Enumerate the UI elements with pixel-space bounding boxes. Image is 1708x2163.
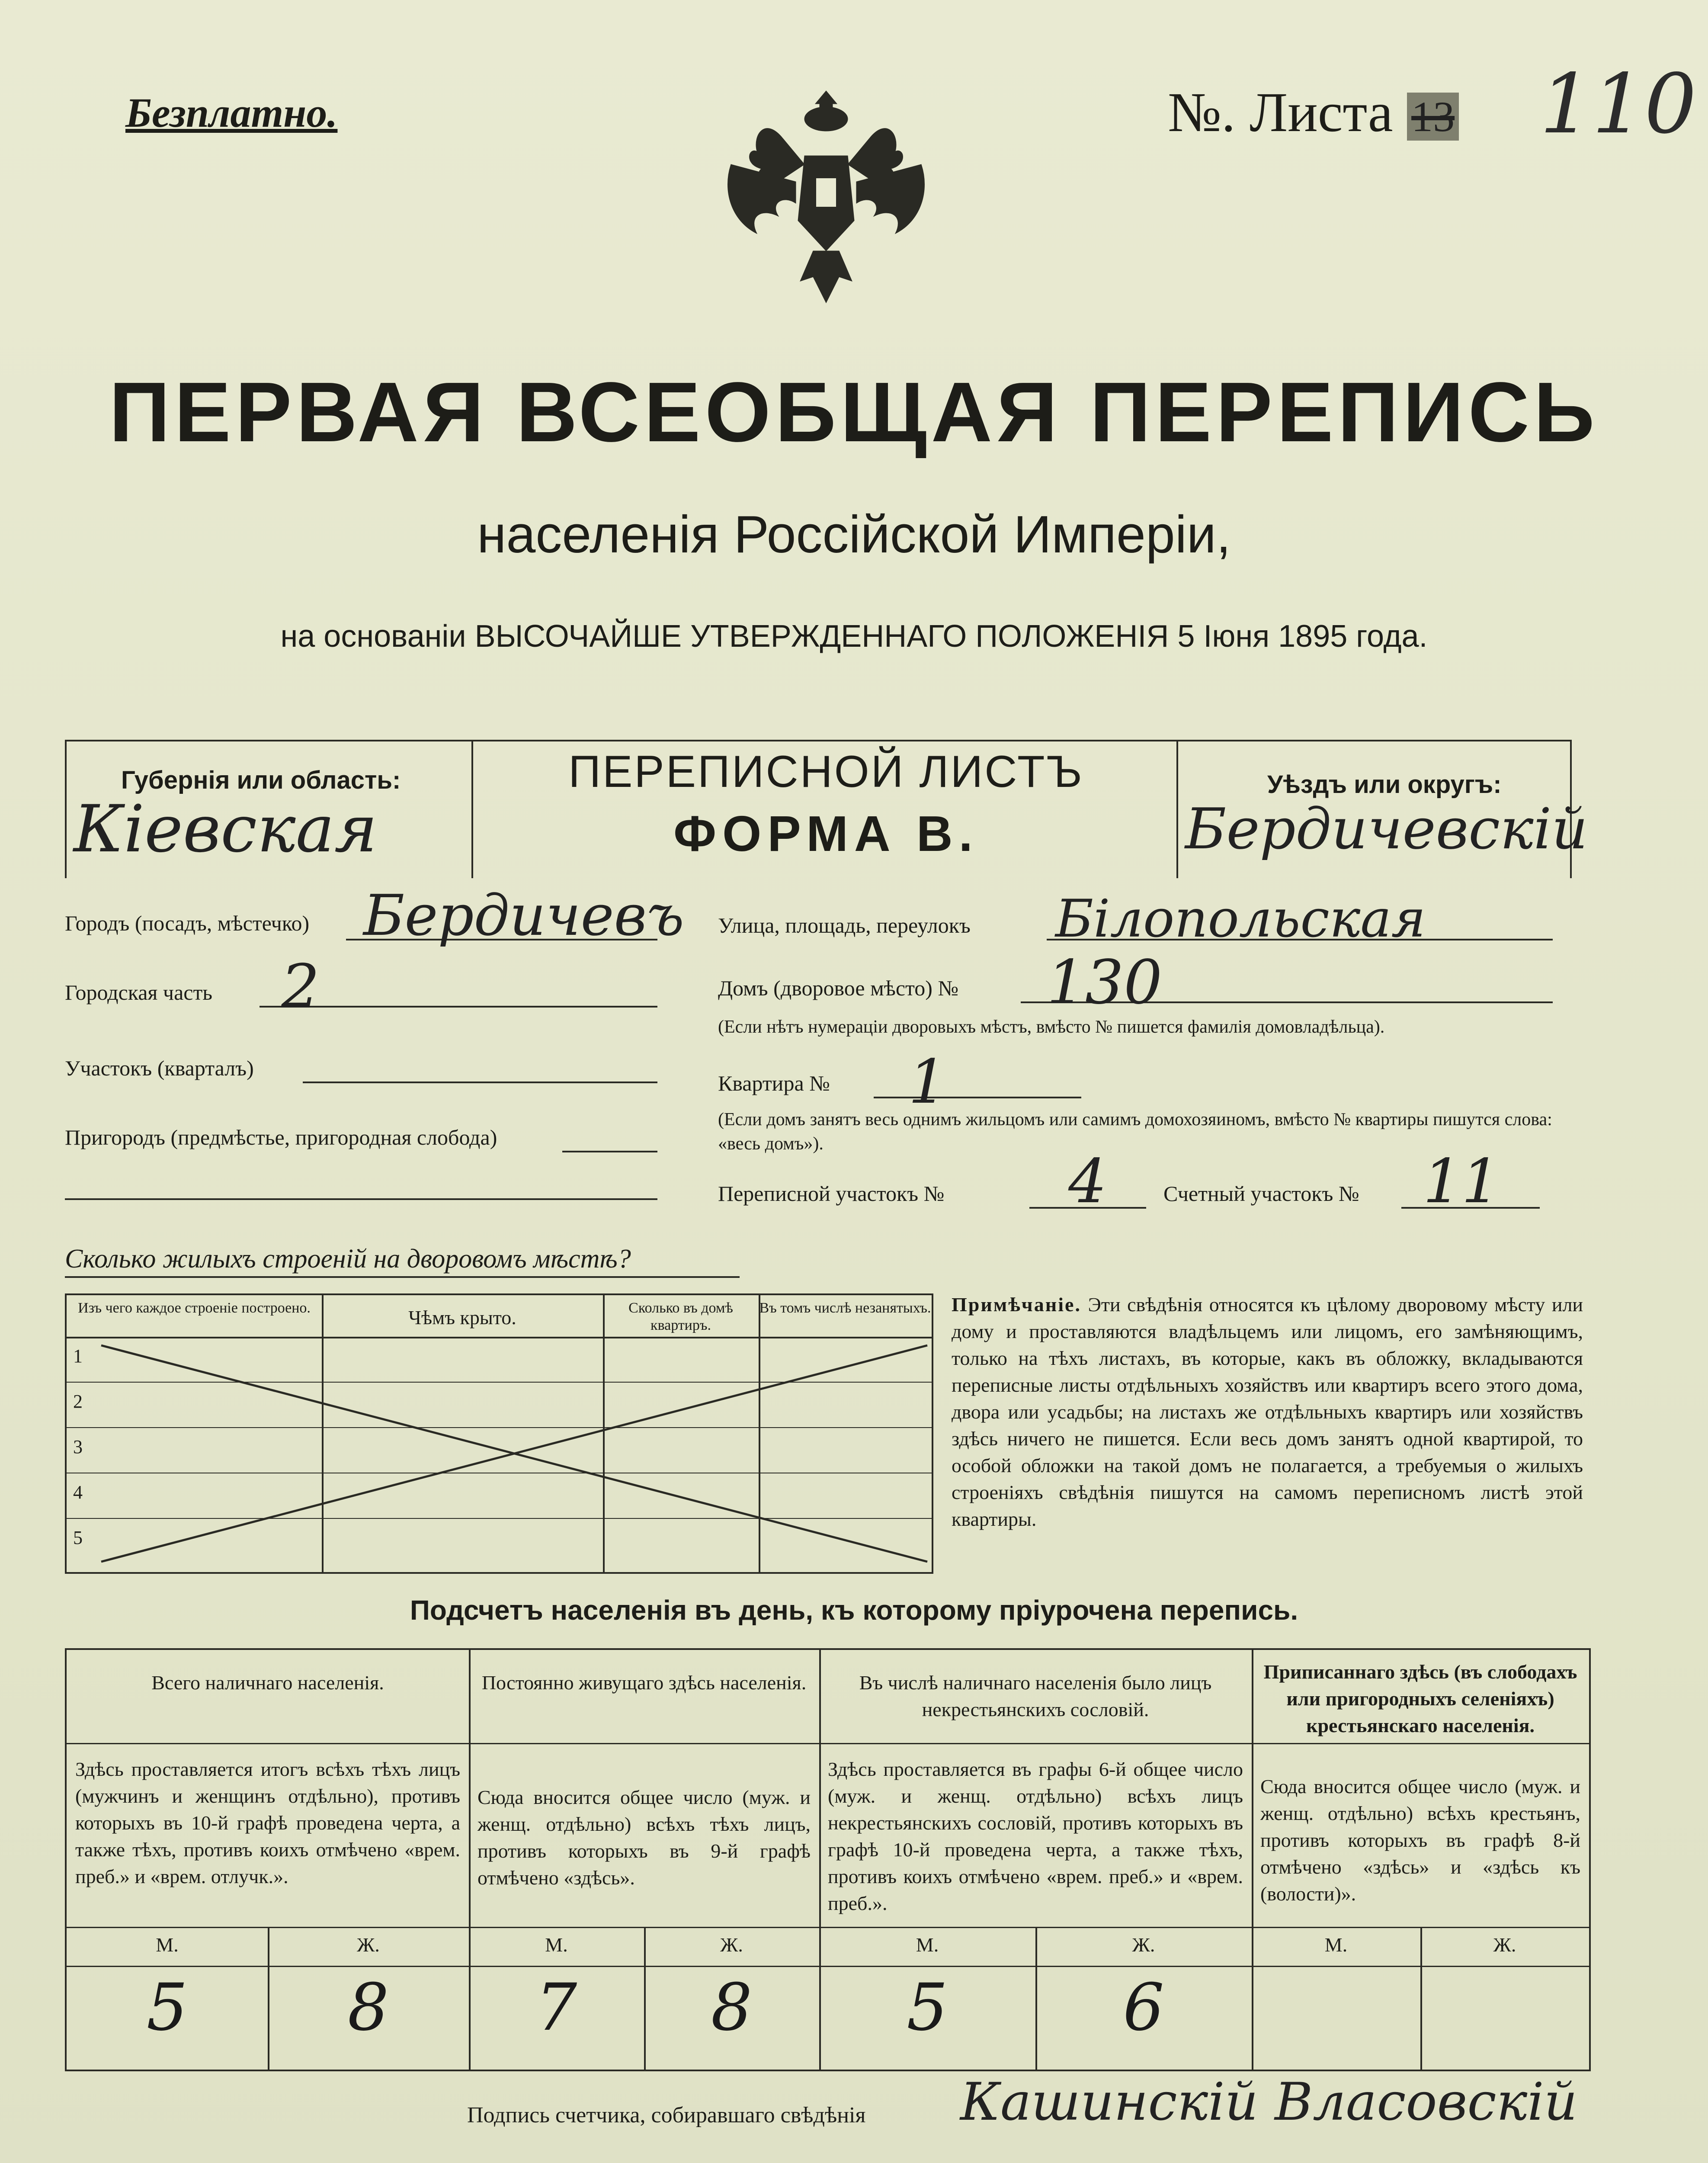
suburb-label: Пригородъ (предмѣстье, пригородная слобода) — [65, 1125, 497, 1149]
pop-col4-m-label: М. — [1324, 1934, 1348, 1956]
street-value: Білопольская — [1055, 889, 1426, 949]
buildings-question: Сколько жилыхъ строеній на дворовомъ мѣстѣ? — [65, 1244, 631, 1274]
population-table — [65, 1648, 1591, 2071]
signature-label: Подпись счетчика, собиравшаго свѣдѣнія — [467, 2103, 866, 2128]
census-basis: на основаніи ВЫСОЧАЙШЕ УТВЕРЖДЕННАГО ПОЛОЖЕНІЯ 5 Іюня 1895 года. — [280, 619, 1428, 654]
buildings-head-apartments: Сколько въ домѣ квартиръ. — [628, 1300, 733, 1333]
pop-col3-f-label: Ж. — [1132, 1934, 1155, 1956]
pop-col2-m-value: 7 — [535, 1970, 577, 2045]
pop-col1-f-label: Ж. — [357, 1934, 380, 1956]
pop-col3-head: Въ числѣ наличнаго населенія было лицъ некрестьянскихъ сословій. — [859, 1672, 1212, 1720]
pop-col3-m-value: 5 — [907, 1970, 948, 2045]
buildings-head-roof: Чѣмъ крыто. — [408, 1306, 516, 1329]
pop-col-divider-3 — [1252, 1650, 1253, 2070]
pop-col2-m-label: М. — [545, 1934, 568, 1956]
buildings-row-3: 3 — [73, 1436, 83, 1457]
buildings-row-4: 4 — [73, 1482, 83, 1503]
city-label: Городъ (посадъ, мѣстечко) — [65, 911, 310, 935]
form-header-divider-right — [1176, 740, 1178, 878]
buildings-question-line — [65, 1276, 740, 1278]
gubernia-label: Губернія или область: — [121, 766, 401, 794]
street-label: Улица, площадь, переулокъ — [718, 913, 971, 937]
pop-col1-m-label: М. — [156, 1934, 179, 1956]
city-part-value: 2 — [281, 952, 320, 1022]
buildings-note-text: Эти свѣдѣнія относятся къ цѣлому дворовому мѣсту или дому и проставляются владѣльцемъ или лицомъ, его замѣняющимъ, только на тѣхъ листахъ, въ которые, какъ въ обложку, вкладываются переписные листы отдѣльныхъ хозяйствъ или квартиръ всего этого дома, двора или усадьбы; на листахъ же отдѣльныхъ квартиръ или хозяйствъ здѣсь ничего не пишется. Если весь домъ занятъ одной квартирой, то особой обложки на такой домъ не полагается, а требуемыя о жилыхъ строеніяхъ свѣдѣнія пишутся на самомъ переписномъ листѣ этой квартиры. — [952, 1293, 1583, 1530]
buildings-row-1: 1 — [73, 1345, 83, 1367]
buildings-note-title: Примѣчаніе. — [952, 1293, 1081, 1316]
form-title: ПЕРЕПИСНОЙ ЛИСТЪ — [568, 747, 1084, 797]
pop-col4-f-label: Ж. — [1493, 1934, 1516, 1956]
form-name: ФОРМА В. — [673, 806, 979, 862]
pop-col2-f-value: 8 — [711, 1970, 753, 2045]
buildings-row-5: 5 — [73, 1527, 83, 1548]
suburb-line — [562, 1151, 657, 1152]
city-value: Бердичевъ — [363, 883, 684, 948]
buildings-row-2: 2 — [73, 1391, 83, 1412]
pop-col1-f-value: 8 — [347, 1970, 389, 2045]
suburb-line-2 — [65, 1198, 657, 1200]
buildings-crossout — [67, 1337, 932, 1572]
apartment-note: (Если домъ занятъ весь однимъ жильцомъ или самимъ домохозяиномъ, вмѣсто № квартиры пишутся слова: «весь домъ»). — [718, 1110, 1552, 1154]
uezd-value: Бердичевскій — [1185, 796, 1588, 862]
uezd-label: Уѣздъ или округъ: — [1267, 770, 1502, 799]
pop-col3-f-value: 6 — [1123, 1970, 1164, 2045]
census-area-label: Переписной участокъ № — [718, 1181, 945, 1206]
apartment-value: 1 — [908, 1047, 947, 1117]
apartment-label: Квартира № — [718, 1071, 830, 1095]
form-header-divider-left — [471, 740, 473, 878]
pop-col3-m-label: М. — [916, 1934, 939, 1956]
pop-col1-head: Всего наличнаго населенія. — [151, 1672, 384, 1694]
gubernia-value: Кіевская — [74, 792, 378, 867]
sheet-number-label — [1168, 80, 1459, 145]
district-label: Участокъ (кварталъ) — [65, 1056, 254, 1080]
census-area-value: 4 — [1068, 1146, 1107, 1217]
census-subtitle: населенія Россійской Имперіи, — [477, 505, 1231, 564]
pop-mf-line — [67, 1966, 1589, 1967]
pop-head-line — [67, 1743, 1589, 1744]
sheet-number-text: №. Листа — [1168, 81, 1393, 144]
apartment-line — [874, 1097, 1081, 1098]
population-title: Подсчетъ населенія въ день, къ которому пріурочена перепись. — [410, 1595, 1298, 1626]
signature-value: Кашинскій Власовскій — [960, 2072, 1578, 2132]
sheet-number-crossed: 13 — [1407, 93, 1459, 141]
pop-col2-desc: Сюда вносится общее число (муж. и женщ. отдѣльно) всѣхъ тѣхъ лицъ, противъ которыхъ въ 9-й графѣ отмѣчено «здѣсь». — [477, 1786, 811, 1889]
pop-col3-desc: Здѣсь проставляется въ графы 6-й общее число (муж. и женщ. отдѣльно) всѣхъ лицъ некрестьянскихъ сословій, противъ которыхъ въ графѣ 10-й проведена черта, а также тѣхъ, противъ коихъ отмѣчено «врем. преб.» и «врем. преб.». — [828, 1758, 1243, 1914]
pop-col4-desc: Сюда вносится общее число (муж. и женщ. отдѣльно) всѣхъ крестьянъ, противъ которыхъ въ графѣ 8-й отмѣчено «здѣсь» и «здѣсь къ (волости)». — [1260, 1775, 1580, 1905]
buildings-table — [65, 1293, 933, 1574]
pop-desc-line — [67, 1927, 1589, 1928]
house-note: (Если нѣтъ нумераціи дворовыхъ мѣстъ, вмѣсто № пишется фамилія домовладѣльца). — [718, 1017, 1385, 1037]
district-line — [303, 1082, 657, 1083]
pop-col2-head: Постоянно живущаго здѣсь населенія. — [481, 1672, 807, 1694]
pop-col4-head: Приписаннаго здѣсь (въ слободахъ или пригородныхъ селеніяхъ) крестьянскаго населенія. — [1263, 1661, 1577, 1736]
count-area-label: Счетный участокъ № — [1163, 1181, 1359, 1206]
form-header-left-border — [65, 740, 67, 878]
buildings-head-vacant: Въ томъ числѣ незанятыхъ. — [759, 1300, 931, 1316]
free-label: Безплатно. — [125, 90, 338, 136]
house-value: 130 — [1047, 947, 1163, 1018]
house-label: Домъ (дворовое мѣсто) № — [718, 976, 959, 1000]
census-title: ПЕРВАЯ ВСЕОБЩАЯ ПЕРЕПИСЬ — [109, 365, 1599, 459]
buildings-head-material: Изъ чего каждое строеніе построено. — [78, 1300, 311, 1316]
pop-col2-f-label: Ж. — [720, 1934, 743, 1956]
city-part-label: Городская часть — [65, 980, 213, 1004]
form-header-top-line — [65, 740, 1570, 741]
double-headed-eagle-icon — [705, 78, 947, 320]
pop-col1-m-value: 5 — [146, 1970, 188, 2045]
count-area-value: 11 — [1423, 1146, 1500, 1217]
buildings-note — [952, 1291, 1583, 1533]
pop-col1-desc: Здѣсь проставляется итогъ всѣхъ тѣхъ лицъ (мужчинъ и женщинъ отдѣльно), противъ которыхъ въ 10-й графѣ проведена черта, а также тѣхъ, противъ коихъ отмѣчено «врем. преб.» и «врем. отлучк.». — [75, 1758, 460, 1887]
sheet-number-handwritten: 110 — [1540, 56, 1697, 152]
